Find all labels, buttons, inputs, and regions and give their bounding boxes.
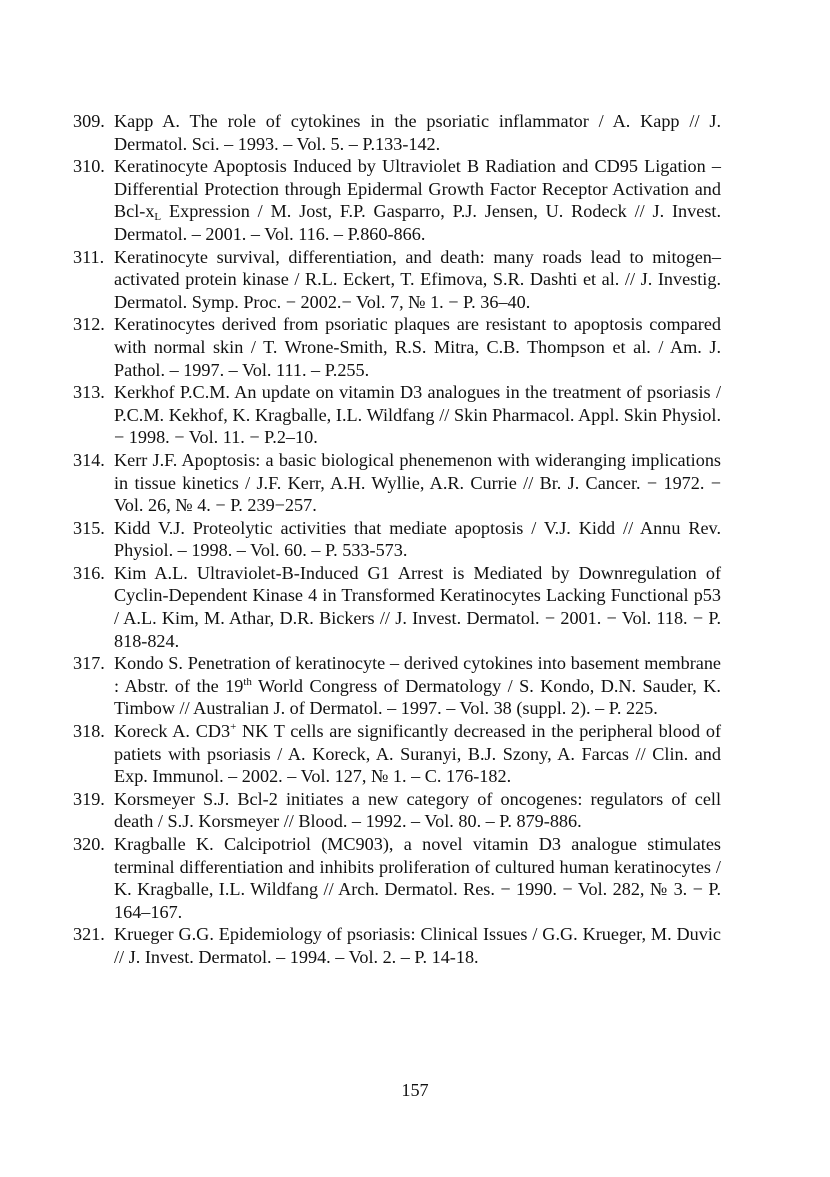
reference-item: [73, 155, 721, 245]
reference-text: Kerr J.F. Apoptosis: a basic biological phenemenon with wideranging implications in tissue kinetics / J.F. Kerr, A.H. Wyllie, A.R. Currie // Br. J. Cancer. − 1972. − Vol. 26, № 4. − P. 239−257.: [114, 449, 721, 516]
reference-number: 309.: [73, 111, 105, 131]
reference-text: Keratinocytes derived from psoriatic plaques are resistant to apoptosis compared with normal skin / T. Wrone-Smith, R.S. Mitra, C.B. Thompson et al. / Am. J. Pathol. – 1997. – Vol. 111. – P.255.: [114, 314, 721, 380]
reference-text: Koreck A. CD3: [114, 721, 231, 742]
reference-text: Krueger G.G. Epidemiology of psoriasis: Clinical Issues / G.G. Krueger, M. Duvic // J. Invest. Dermatol. – 1994. – Vol. 2. – P. 14-18.: [114, 924, 721, 967]
reference-text: Kragballe K. Calcipotriol (MC903), a novel vitamin D3 analogue stimulates terminal differentiation and inhibits proliferation of cultured human keratinocytes / K. Kragballe, I.L. Wildfang // Arch. Dermatol. Res. − 1990. − Vol. 282, № 3. − P. 164–167.: [114, 834, 721, 922]
reference-number: 316.: [73, 562, 105, 583]
reference-item: [73, 381, 721, 449]
reference-item: [73, 449, 721, 517]
reference-text: World Congress of Dermatology / S. Kondo, D.N. Sauder, K. Timbow // Australian J. of Dermatol. – 1997. – Vol. 38 (suppl. 2). – P. 225.: [114, 675, 721, 719]
reference-text: Kidd V.J. Proteolytic activities that mediate apoptosis / V.J. Kidd // Annu Rev. Physiol. – 1998. – Vol. 60. – P. 533-573.: [114, 517, 721, 561]
reference-number: 315.: [73, 517, 105, 538]
reference-item: [73, 720, 721, 788]
reference-item: [73, 246, 721, 314]
reference-text: Kim A.L. Ultraviolet-B-Induced G1 Arrest is Mediated by Downregulation of Cyclin-Dependent Kinase 4 in Transformed Keratinocytes Lacking Functional p53 / A.L. Kim, M. Athar, D.R. Bickers // J. Invest. Dermatol. − 2001. − Vol. 118. − P. 818-824.: [114, 562, 721, 651]
reference-number: 310.: [73, 156, 105, 177]
page-number: 157: [401, 1080, 429, 1100]
reference-text: Keratinocyte survival, differentiation, and death: many roads lead to mitogen–activated protein kinase / R.L. Eckert, T. Efimova, S.R. Dashti et al. // J. Investig. Dermatol. Symp. Proc. − 2002.− Vol. 7, № 1. − P. 36–40.: [114, 246, 721, 312]
reference-number: 317.: [73, 653, 105, 674]
reference-text: NK T cells are significantly decreased in the peripheral blood of patiets with psoriasis / A. Koreck, A. Suranyi, B.J. Szony, A. Farcas // Clin. and Exp. Immunol. – 2002. – Vol. 127, № 1. – C. 176-182.: [114, 721, 721, 787]
reference-list: [73, 110, 721, 969]
reference-number: 319.: [73, 788, 105, 809]
reference-item: [73, 562, 721, 652]
reference-text: Kapp A. The role of cytokines in the psoriatic inflammator / A. Kapp // J. Dermatol. Sci. – 1993. – Vol. 5. – P.133-142.: [114, 111, 721, 154]
superscript-text: +: [230, 721, 237, 734]
reference-item: [73, 313, 721, 381]
reference-number: 318.: [73, 721, 105, 742]
reference-number: 320.: [73, 834, 105, 854]
reference-text: Expression / M. Jost, F.P. Gasparro, P.J. Jensen, U. Rodeck // J. Invest. Dermatol. – 2001. – Vol. 116. – P.860-866.: [114, 201, 721, 244]
reference-text: Kondo S. Penetration of keratinocyte – derived cytokines into basement membrane : Abstr. of the 19: [114, 653, 721, 696]
reference-number: 312.: [73, 314, 105, 335]
reference-number: 311.: [73, 246, 105, 267]
reference-item: [73, 110, 721, 155]
reference-text: Keratinocyte Apoptosis Induced by Ultraviolet B Radiation and CD95 Ligation – Differential Protection through Epidermal Growth Factor Receptor Activation and Bcl-x: [114, 156, 721, 222]
reference-item: [73, 788, 721, 833]
reference-item: [73, 833, 721, 923]
subscript-text: L: [154, 211, 162, 224]
superscript-text: th: [243, 675, 252, 688]
reference-item: [73, 517, 721, 562]
reference-text: Kerkhof P.C.M. An update on vitamin D3 analogues in the treatment of psoriasis / P.C.M. Kekhof, K. Kragballe, I.L. Wildfang // Skin Pharmacol. Appl. Skin Physiol. − 1998. − Vol. 11. − P.2–10.: [114, 382, 721, 448]
reference-number: 314.: [73, 449, 105, 470]
reference-item: [73, 923, 721, 968]
reference-item: [73, 652, 721, 720]
reference-number: 313.: [73, 382, 105, 403]
reference-text: Korsmeyer S.J. Bcl-2 initiates a new category of oncogenes: regulators of cell death / S.J. Korsmeyer // Blood. – 1992. – Vol. 80. – P. 879-886.: [114, 788, 721, 832]
reference-number: 321.: [73, 924, 105, 945]
